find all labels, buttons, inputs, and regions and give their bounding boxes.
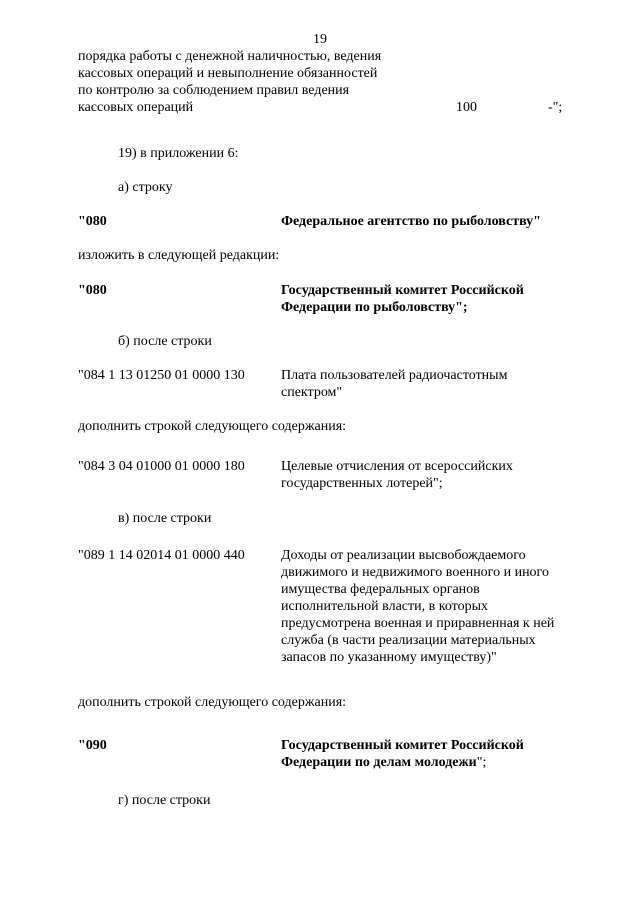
row-084-180-code: "084 3 04 01000 01 0000 180 (78, 459, 245, 474)
top-entry-dash: -"; (548, 100, 563, 115)
subitem-b: б) после строки (118, 334, 212, 349)
row-089-440-code: "089 1 14 02014 01 0000 440 (78, 548, 245, 563)
row-089-440-desc-line-4: исполнительной власти, в которых (281, 599, 488, 614)
row-090-name-line-2-tail: "; (476, 755, 487, 770)
row-080-new-name-line-1: Государственный комитет Российской (281, 283, 524, 298)
subitem-v: в) после строки (118, 511, 212, 526)
top-entry-line-1: порядка работы с денежной наличностью, ведения (78, 49, 382, 64)
row-084-130-desc (281, 367, 507, 401)
top-entry-line-2: кассовых операций и невыполнение обязанностей (78, 66, 378, 81)
item-19: 19) в приложении 6: (118, 146, 239, 161)
row-080-old-name: Федеральное агентство по рыболовству" (281, 214, 541, 229)
row-089-440-desc-line-2: движимого и недвижимого военного и иного (281, 565, 549, 580)
row-089-440-desc-line-1: Доходы от реализации высвобождаемого (281, 548, 526, 563)
row-089-440-desc-line-3: имущества федеральных органов (281, 582, 480, 597)
page-number: 19 (313, 32, 327, 47)
instruction-add-1: дополнить строкой следующего содержания: (78, 419, 347, 434)
row-089-440-desc-line-7: запасов по указанному имуществу)" (281, 650, 497, 665)
row-084-180-desc (281, 458, 513, 492)
top-entry-line-4: кассовых операций (78, 100, 194, 115)
row-090-name (281, 737, 524, 771)
top-entry-text (78, 48, 381, 116)
subitem-g: г) после строки (118, 793, 211, 808)
row-084-130-desc-line-2: спектром" (281, 385, 343, 400)
row-090-name-line-2-bold: Федерации по делам молодежи (281, 755, 477, 770)
row-080-new-name-line-2: Федерации по рыболовству"; (281, 300, 468, 315)
row-089-440-desc (281, 547, 554, 666)
row-084-180-desc-line-2: государственных лотерей"; (281, 476, 443, 491)
row-089-440-desc-line-5: предусмотрена военная и приравненная к ней (281, 616, 555, 631)
row-084-130-code: "084 1 13 01250 01 0000 130 (78, 368, 245, 383)
row-084-180-desc-line-1: Целевые отчисления от всероссийских (281, 459, 513, 474)
top-entry-amount: 100 (456, 100, 477, 115)
row-080-old-code: "080 (78, 214, 107, 229)
row-090-name-line-2 (281, 754, 524, 771)
subitem-a: а) строку (118, 180, 173, 195)
row-084-130-desc-line-1: Плата пользователей радиочастотным (281, 368, 508, 383)
row-090-name-line-1: Государственный комитет Российской (281, 738, 524, 753)
top-entry-line-3: по контролю за соблюдением правил ведения (78, 83, 350, 98)
row-080-new-name (281, 282, 524, 316)
row-089-440-desc-line-6: служба (в части реализации материальных (281, 633, 536, 648)
instruction-add-2: дополнить строкой следующего содержания: (78, 695, 347, 710)
row-090-code: "090 (78, 738, 107, 753)
instruction-edit: изложить в следующей редакции: (78, 248, 280, 263)
row-080-new-code: "080 (78, 283, 107, 298)
